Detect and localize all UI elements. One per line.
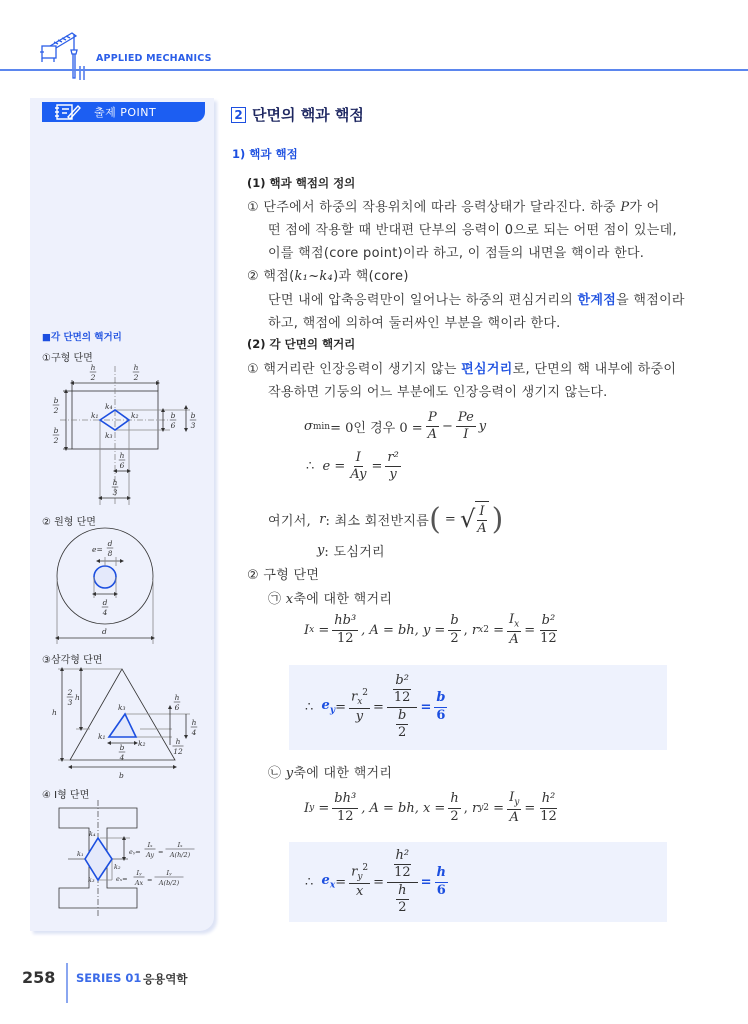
text: 2 — [362, 688, 368, 699]
text: y — [357, 872, 363, 883]
text: ② — [247, 269, 259, 284]
text: h — [396, 883, 408, 900]
fraction-denominator: 2 — [53, 436, 59, 445]
fraction-denominator: 12 — [173, 747, 183, 756]
text: 6 — [436, 707, 446, 723]
text: r — [351, 864, 358, 880]
text: ① — [247, 362, 259, 377]
text: − — [442, 419, 453, 435]
text: 2 — [450, 808, 459, 824]
text: = 0인 경우 0 = — [330, 421, 423, 437]
fraction-numerator: h — [191, 718, 197, 727]
fraction-label — [166, 841, 195, 859]
text: 로, 단면의 핵 내부에 하중이 — [512, 362, 677, 377]
fraction-numerator: h — [112, 478, 118, 487]
fraction-label — [53, 426, 60, 445]
fraction-denominator: Ay — [145, 851, 155, 859]
k2-label: k₂ — [138, 739, 146, 748]
text: 12 — [336, 630, 354, 646]
text: = — [420, 874, 432, 890]
section-number: 2 — [231, 107, 246, 123]
k4-label: k₄ — [105, 402, 113, 411]
formula-eccentricity — [306, 450, 404, 484]
fraction-denominator: A(h/2) — [169, 851, 191, 859]
text: = — [524, 622, 536, 638]
fraction-denominator: 2 — [53, 406, 59, 415]
text: = — [318, 800, 330, 816]
fraction-label — [155, 869, 184, 887]
text: x — [357, 697, 363, 708]
sidebar-section-title: ■각 단면의 핵거리 — [42, 332, 122, 343]
eq-sign: = — [158, 848, 164, 856]
text: y — [478, 803, 484, 814]
text: = — [420, 699, 432, 715]
text: , A = bh, y = — [361, 622, 446, 638]
fraction-numerator: b — [190, 411, 196, 420]
fraction-denominator: 2 — [133, 373, 139, 382]
text: x — [514, 619, 520, 630]
fraction-denominator: Ax — [134, 879, 144, 887]
text: b² — [393, 673, 411, 690]
fraction-label — [133, 363, 140, 382]
series-label: SERIES 01 — [76, 971, 142, 985]
text: Ay — [350, 467, 367, 483]
text: e — [321, 698, 330, 714]
text: 12 — [393, 690, 411, 706]
text: 단면 내에 압축응력만이 일어나는 하중의 편심거리의 — [268, 293, 578, 308]
text: 12 — [540, 630, 557, 646]
ex-label: eₓ= — [116, 875, 128, 883]
result-box-ex — [289, 842, 667, 922]
fraction-denominator: 8 — [107, 549, 113, 558]
text: )과 핵(core) — [333, 269, 409, 284]
text: I — [463, 427, 469, 443]
text: h² — [394, 848, 412, 865]
page-number: 258 — [22, 968, 56, 987]
text: ㉡ — [268, 766, 282, 781]
fraction-label — [90, 363, 97, 382]
fraction-denominator: 3 — [67, 698, 73, 707]
section-title-text: 단면의 핵과 핵점 — [252, 106, 364, 124]
k3-label: k₃ — [118, 703, 126, 712]
k3-label: k₃ — [105, 431, 113, 440]
k4-label: k₄ — [89, 830, 96, 838]
fraction-label — [134, 869, 145, 887]
text: r — [471, 622, 479, 638]
fraction-label — [102, 598, 109, 617]
text: = — [373, 699, 384, 715]
fraction-numerator: b — [170, 411, 176, 420]
text: 2 — [483, 803, 490, 814]
text: 가 어 — [629, 200, 660, 215]
text: bh³ — [332, 791, 358, 808]
ibeam-section-label: ④ I형 단면 — [42, 790, 90, 801]
fraction-numerator: h — [174, 693, 180, 702]
fraction-denominator: 6 — [174, 703, 180, 712]
text: x — [478, 625, 484, 636]
text: 2 — [483, 625, 489, 636]
fraction-label — [173, 737, 184, 756]
fraction-label — [112, 478, 119, 497]
fraction-label — [119, 743, 126, 762]
text: ① — [247, 200, 259, 215]
k1-label: k₁ — [98, 732, 106, 741]
text: b — [396, 708, 408, 725]
text: b — [448, 613, 460, 630]
h-label: h — [75, 693, 80, 702]
x-axis-heading — [268, 588, 392, 607]
text: h — [448, 791, 460, 808]
ibeam-section-diagram — [59, 800, 137, 917]
text: = — [373, 874, 385, 890]
footer-divider — [66, 963, 68, 1003]
text: x — [309, 625, 315, 636]
text: 2 — [398, 899, 407, 915]
text: 편심거리 — [461, 362, 513, 377]
text: P — [426, 410, 439, 427]
text: = — [493, 800, 505, 816]
text: h² — [540, 791, 558, 808]
text: 핵점( — [263, 269, 295, 284]
text: h — [435, 865, 448, 882]
fraction-label — [53, 396, 60, 415]
text: I — [509, 790, 515, 805]
text: = — [524, 800, 536, 816]
where-r-definition: 여기서, r : 최소 회전반지름 ( = √ I A ) — [268, 501, 504, 537]
text: k₁~k₄ — [294, 269, 334, 284]
k2-label: k₂ — [131, 411, 139, 420]
text: min — [312, 421, 331, 432]
fraction-label — [190, 411, 197, 430]
text: x — [285, 592, 294, 607]
fraction-numerator: d — [102, 598, 108, 607]
fraction-label — [145, 841, 156, 859]
fraction-numerator: b — [119, 743, 125, 752]
text: hb³ — [332, 613, 358, 630]
text: , — [463, 800, 468, 816]
text: 단주에서 하중의 작용위치에 따라 응력상태가 달라진다. 하중 — [263, 200, 621, 215]
text: , A = bh, x = — [361, 800, 446, 816]
fraction-label — [119, 451, 126, 470]
brand-text: APPLIED MECHANICS — [96, 53, 212, 64]
text: A — [509, 631, 519, 647]
text: A — [477, 521, 487, 537]
fraction-denominator: 3 — [190, 421, 196, 430]
text: 2 — [450, 630, 459, 646]
fraction-label — [170, 411, 177, 430]
sidebar-diagrams — [0, 0, 220, 940]
text: 축에 대한 핵거리 — [293, 592, 393, 607]
text: , — [463, 622, 468, 638]
fraction-label — [107, 539, 114, 558]
fraction-denominator: A(b/2) — [158, 879, 180, 887]
text: b — [434, 690, 447, 707]
formula-ix — [304, 612, 562, 648]
fraction-denominator: 6 — [170, 421, 176, 430]
where-y-definition — [317, 541, 385, 560]
text: e = — [322, 459, 346, 475]
k3-label: k₃ — [88, 876, 95, 884]
text: y — [285, 766, 294, 781]
paragraph-line: 떤 점에 작용할 때 반대편 단부의 응력이 0으로 되는 어떤 점이 있는데, — [268, 223, 677, 238]
text: ∴ — [305, 874, 314, 890]
text: x — [329, 880, 336, 891]
rect-section-diagram — [60, 366, 190, 505]
text: A — [427, 427, 438, 443]
text: : 최소 회전반지름 — [325, 513, 430, 529]
paragraph-line — [247, 196, 660, 215]
fraction-numerator: 2 — [67, 688, 73, 697]
paragraph-line — [247, 358, 676, 377]
text: 12 — [394, 865, 411, 881]
text: Pe — [456, 410, 476, 427]
fraction-numerator: d — [107, 539, 113, 548]
text: e — [321, 873, 330, 889]
item-heading: (1) 핵과 핵점의 정의 — [247, 176, 356, 190]
fraction-label — [67, 688, 74, 707]
subject-label: 응용역학 — [143, 972, 188, 986]
text: r — [350, 689, 358, 705]
text: y — [389, 467, 397, 483]
b-label: b — [119, 771, 124, 780]
text: I — [509, 612, 515, 627]
fraction-denominator: 6 — [119, 461, 125, 470]
circle-section-label: ② 원형 단면 — [42, 517, 96, 528]
fraction-numerator: Iᵧ — [166, 869, 172, 877]
h-label: h — [52, 708, 57, 717]
text: = — [444, 511, 456, 527]
k1-label: k₁ — [77, 850, 84, 858]
text: 핵거리란 인장응력이 생기지 않는 — [263, 362, 462, 377]
k1-label: k₁ — [91, 411, 99, 420]
paragraph-line: 하고, 핵점에 의하여 둘러싸인 부분을 핵이라 한다. — [268, 316, 561, 331]
text: y — [478, 419, 487, 435]
text: y — [317, 543, 325, 558]
rect-section-label: ①구형 단면 — [42, 353, 93, 364]
item-heading: ② 구형 단면 — [247, 568, 320, 583]
text: r — [471, 800, 479, 816]
e-label: e= — [92, 545, 103, 554]
text: 12 — [336, 808, 354, 824]
text: 한계점 — [577, 293, 617, 308]
text: I — [477, 504, 486, 521]
fraction-denominator: 4 — [119, 753, 125, 762]
fraction-denominator: 3 — [112, 488, 118, 497]
triangle-section-label: ③삼각형 단면 — [42, 655, 103, 666]
result-box-ey — [289, 665, 667, 750]
text: 을 핵점이라 — [616, 293, 685, 308]
item-heading: (2) 각 단면의 핵거리 — [247, 337, 356, 351]
fraction-denominator: 2 — [90, 373, 96, 382]
y-axis-heading — [268, 762, 392, 781]
text: b² — [540, 613, 558, 630]
fraction-numerator: h — [175, 737, 181, 746]
paragraph-line: 이를 핵점(core point)이라 하고, 이 점들의 내면을 핵이라 한다. — [268, 246, 645, 261]
text: A — [509, 809, 519, 825]
text: I — [304, 800, 310, 816]
k2-label: k₂ — [114, 863, 121, 871]
fraction-numerator: Iₓ — [177, 841, 183, 849]
text: I — [304, 622, 310, 638]
fraction-numerator: b — [53, 426, 59, 435]
text: y — [329, 705, 336, 716]
formula-sigma-min — [304, 410, 486, 444]
text: = — [335, 874, 347, 890]
text: I — [354, 450, 363, 467]
text: = — [318, 622, 330, 638]
text: y — [309, 803, 315, 814]
fraction-denominator: 4 — [102, 608, 108, 617]
fraction-numerator: Iₓ — [147, 841, 153, 849]
text: 2 — [362, 863, 369, 874]
fraction-label — [174, 693, 181, 712]
subsection-heading: 1) 핵과 핵점 — [232, 147, 298, 161]
text: ∴ — [306, 459, 315, 475]
ey-label: eᵧ= — [129, 848, 141, 856]
text: ∴ — [305, 699, 314, 715]
fraction-denominator: 4 — [191, 728, 197, 737]
section-title — [231, 104, 364, 125]
fraction-numerator: b — [53, 396, 59, 405]
text: σ — [304, 419, 313, 435]
text: 2 — [398, 724, 407, 740]
text: 6 — [436, 882, 446, 898]
text: 여기서, — [268, 513, 312, 529]
fraction-numerator: h — [133, 363, 139, 372]
text: 축에 대한 핵거리 — [293, 766, 393, 781]
fraction-numerator: h — [119, 451, 125, 460]
text: : 도심거리 — [324, 545, 385, 560]
fraction-numerator: h — [90, 363, 96, 372]
sidebar-header-label: 출제 POINT — [94, 106, 157, 119]
text: y — [355, 709, 364, 725]
text: 12 — [540, 808, 557, 824]
eq-sign: = — [147, 876, 153, 884]
text: r² — [385, 450, 400, 467]
formula-iy — [304, 790, 562, 826]
text: x — [355, 884, 364, 900]
paragraph-line: 작용하면 기둥의 어느 부분에도 인장응력이 생기지 않는다. — [268, 385, 608, 400]
fraction-label — [191, 718, 198, 737]
text: = — [335, 699, 346, 715]
text: ㉠ — [268, 592, 282, 607]
text: = — [371, 459, 383, 475]
text: √ — [459, 505, 476, 534]
paragraph-line — [247, 265, 409, 284]
text: = — [493, 622, 504, 638]
text: P — [620, 200, 630, 215]
d-label: d — [102, 627, 107, 636]
text: y — [514, 797, 520, 808]
fraction-numerator: Iᵧ — [136, 869, 142, 877]
paragraph-line — [268, 289, 685, 308]
text: r — [319, 511, 326, 527]
